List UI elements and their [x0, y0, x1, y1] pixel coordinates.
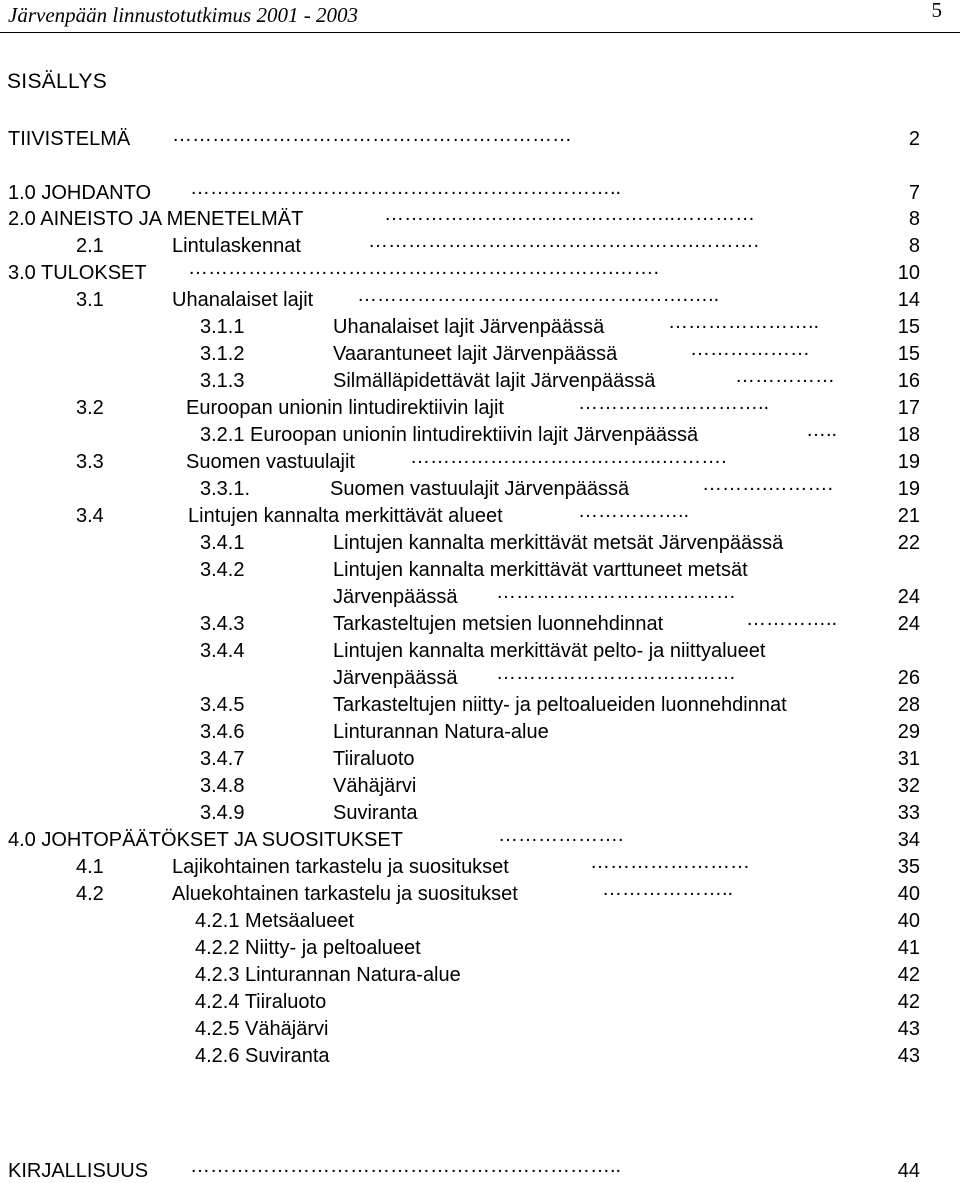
- toc-entry-leader: ……………: [735, 365, 835, 387]
- toc-entry-page: 18: [897, 424, 920, 446]
- toc-entry-number: 4.2.5: [195, 1018, 240, 1040]
- toc-entry-leader: ………………………………………………………..: [190, 1155, 622, 1177]
- toc-entry[interactable]: [195, 909, 354, 933]
- running-header: [0, 0, 960, 32]
- toc-entry-title: Linturannan Natura-alue: [245, 964, 461, 986]
- toc-entry-leader: ……………………………………..…………: [384, 203, 756, 225]
- toc-entry-number: 4.1: [76, 856, 104, 878]
- toc-entry-number: 4.2.4: [195, 991, 240, 1013]
- toc-entry-page: 34: [897, 829, 920, 851]
- toc-entry-leader: …………………………………….…….…..: [357, 284, 720, 306]
- toc-entry-number: 3.4.7: [200, 748, 245, 770]
- toc-entry-leader: ………………………………: [496, 581, 736, 603]
- toc-entry-continuation: Järvenpäässä: [333, 586, 458, 608]
- toc-entry-leader: ……………………: [590, 851, 750, 873]
- toc-entry-number: 3.4.9: [200, 802, 245, 824]
- toc-entry-number: 1.0: [8, 182, 36, 204]
- toc-entry-title: Lintujen kannalta merkittävät alueet: [188, 505, 503, 527]
- toc-entry[interactable]: [76, 504, 104, 528]
- toc-entry[interactable]: [195, 936, 421, 960]
- toc-entry-title: AINEISTO JA MENETELMÄT: [40, 208, 304, 230]
- toc-entry-title: Uhanalaiset lajit Järvenpäässä: [333, 316, 605, 338]
- toc-entry-number: 3.4.2: [200, 559, 245, 581]
- toc-entry-title: Lintujen kannalta merkittävät metsät Järvenpäässä: [333, 532, 784, 554]
- toc-entry[interactable]: [195, 990, 326, 1014]
- toc-entry-title: Tarkasteltujen metsien luonnehdinnat: [333, 613, 664, 635]
- toc-entry-leader: ……….……….: [702, 473, 834, 495]
- toc-entry-number: 4.2: [76, 883, 104, 905]
- toc-entry-title: Suomen vastuulajit: [186, 451, 355, 473]
- toc-entry-page: 15: [897, 316, 920, 338]
- toc-entry-title: KIRJALLISUUS: [8, 1160, 149, 1182]
- toc-entry-page: 42: [897, 991, 920, 1013]
- toc-entry-title: TIIVISTELMÄ: [8, 128, 131, 150]
- toc-entry-leader: ………………………………..……….: [410, 446, 727, 468]
- toc-entry-page: 28: [897, 694, 920, 716]
- toc-entry[interactable]: [195, 963, 461, 987]
- toc-entry[interactable]: [76, 855, 104, 879]
- toc-entry[interactable]: [200, 747, 244, 771]
- toc-entry[interactable]: [200, 423, 698, 447]
- toc-entry-page: 21: [897, 505, 920, 527]
- toc-entry-page: 41: [897, 937, 920, 959]
- toc-entry-number: 4.0: [8, 829, 36, 851]
- toc-entry-number: 3.2.1: [200, 424, 245, 446]
- running-header-title: Järvenpään linnustotutkimus 2001 - 2003: [8, 3, 358, 27]
- toc-entry-title: Suviranta: [333, 802, 418, 824]
- toc-entry[interactable]: [200, 612, 244, 636]
- toc-entry-page: 32: [897, 775, 920, 797]
- toc-entry-leader: ………………………………: [496, 662, 736, 684]
- toc-entry-number: 3.1.2: [200, 343, 245, 365]
- page-number: 5: [931, 0, 942, 22]
- toc-entry-page: 26: [897, 667, 920, 689]
- toc-entry-leader: ……………….: [498, 824, 624, 846]
- toc-entry-leader: …..: [806, 419, 838, 441]
- toc-entry-page: 17: [897, 397, 920, 419]
- toc-entry-leader: ……………………………………………………: [172, 124, 572, 146]
- toc-entry-page: 43: [897, 1045, 920, 1067]
- toc-entry-leader: …………..: [746, 608, 838, 630]
- toc-entry-page: 22: [897, 532, 920, 554]
- toc-entry-title: Niitty- ja peltoalueet: [245, 937, 421, 959]
- toc-entry-title: Uhanalaiset lajit: [172, 289, 314, 311]
- toc-entry[interactable]: [200, 369, 244, 393]
- toc-entry-page: 14: [897, 289, 920, 311]
- toc-entry[interactable]: [76, 450, 104, 474]
- toc-entry-page: 24: [897, 586, 920, 608]
- toc-entry[interactable]: [200, 558, 244, 582]
- toc-entry-page: 19: [897, 478, 920, 500]
- toc-entry[interactable]: [200, 477, 250, 501]
- toc-entry[interactable]: [76, 288, 104, 312]
- toc-entry-title: Vähäjärvi: [333, 775, 417, 797]
- toc-entry-page: 42: [897, 964, 920, 986]
- toc-entry[interactable]: [200, 720, 244, 744]
- toc-entry-title: Metsäalueet: [245, 910, 355, 932]
- toc-entry-number: 2.1: [76, 235, 104, 257]
- toc-entry-title: Euroopan unionin lintudirektiivin lajit: [186, 397, 504, 419]
- toc-entry[interactable]: [200, 315, 244, 339]
- header-rule: [0, 32, 960, 33]
- toc-entry-page: 10: [897, 262, 920, 284]
- toc-entry-leader: ………………………………………………………..: [190, 177, 622, 199]
- toc-entry-number: 3.4.4: [200, 640, 245, 662]
- toc-entry-page: 43: [897, 1018, 920, 1040]
- toc-entry-title: Lajikohtainen tarkastelu ja suositukset: [172, 856, 509, 878]
- toc-entry-number: 3.1.3: [200, 370, 245, 392]
- toc-entry-page: 8: [908, 235, 920, 257]
- toc-entry-page: 24: [897, 613, 920, 635]
- toc-entry-page: 35: [897, 856, 920, 878]
- toc-entry-page: 31: [897, 748, 920, 770]
- toc-entry-title: Aluekohtainen tarkastelu ja suositukset: [172, 883, 518, 905]
- toc-entry-number: 3.2: [76, 397, 104, 419]
- toc-entry-number: 4.2.3: [195, 964, 240, 986]
- toc-entry-page: 15: [897, 343, 920, 365]
- toc-entry[interactable]: [8, 261, 147, 285]
- toc-entry[interactable]: [195, 1017, 328, 1041]
- toc-entry-leader: ……………..: [578, 500, 690, 522]
- toc-entry-title: Tiiraluoto: [333, 748, 415, 770]
- toc-entry-title: JOHDANTO: [41, 182, 152, 204]
- toc-entry[interactable]: [200, 693, 244, 717]
- toc-entry[interactable]: [76, 234, 104, 258]
- toc-entry-number: 4.2.2: [195, 937, 240, 959]
- toc-entry-leader: ……………………………………………………….…….: [188, 257, 660, 279]
- toc-entry-number: 3.1.1: [200, 316, 245, 338]
- toc-entry-page: 29: [897, 721, 920, 743]
- toc-entry-number: 3.4.6: [200, 721, 245, 743]
- toc-entry-number: 3.0: [8, 262, 36, 284]
- toc-entry-title: Suomen vastuulajit Järvenpäässä: [330, 478, 630, 500]
- toc-entry-title: Tarkasteltujen niitty- ja peltoalueiden luonnehdinnat: [333, 694, 787, 716]
- toc-entry-number: 3.4: [76, 505, 104, 527]
- toc-entry-page: 8: [908, 208, 920, 230]
- toc-entry-number: 3.4.5: [200, 694, 245, 716]
- toc-entry-number: 3.4.3: [200, 613, 245, 635]
- toc-entry-leader: ………………..: [602, 878, 734, 900]
- toc-entry-page: 40: [897, 910, 920, 932]
- toc-entry-number: 4.2.1: [195, 910, 240, 932]
- toc-entry[interactable]: [200, 342, 244, 366]
- toc-entry-title: Linturannan Natura-alue: [333, 721, 549, 743]
- toc-entry-title: Vaarantuneet lajit Järvenpäässä: [333, 343, 618, 365]
- toc-entry-page: 40: [897, 883, 920, 905]
- toc-entry-title: Lintujen kannalta merkittävät varttuneet metsät: [333, 559, 748, 581]
- toc-entry[interactable]: [200, 801, 244, 825]
- toc-entry-leader: ………………: [690, 338, 810, 360]
- toc-entry-title: Silmälläpidettävät lajit Järvenpäässä: [333, 370, 656, 392]
- toc-entry-title: Vähäjärvi: [245, 1018, 329, 1040]
- toc-entry[interactable]: [8, 127, 130, 151]
- toc-entry[interactable]: [8, 828, 403, 852]
- toc-entry-number: 3.1: [76, 289, 104, 311]
- toc-entry[interactable]: [8, 181, 151, 205]
- toc-entry[interactable]: [8, 1159, 148, 1183]
- toc-entry-leader: ………………………..: [578, 392, 770, 414]
- toc-entry-title: JOHTOPÄÄTÖKSET JA SUOSITUKSET: [41, 829, 403, 851]
- toc-entry-number: 3.4.1: [200, 532, 245, 554]
- toc-entry-number: 3.3: [76, 451, 104, 473]
- toc-entry-title: TULOKSET: [41, 262, 147, 284]
- toc-entry-number: 3.4.8: [200, 775, 245, 797]
- toc-entry-page: 16: [897, 370, 920, 392]
- toc-entry-title: Lintulaskennat: [172, 235, 301, 257]
- toc-entry-number: 4.2.6: [195, 1045, 240, 1067]
- toc-entry-title: Euroopan unionin lintudirektiivin lajit Järvenpäässä: [250, 424, 699, 446]
- toc-entry-page: 7: [908, 182, 920, 204]
- toc-entry-page: 33: [897, 802, 920, 824]
- toc-entry[interactable]: [76, 882, 104, 906]
- toc-entry[interactable]: [200, 639, 244, 663]
- toc-heading: SISÄLLYS: [7, 70, 108, 93]
- toc-entry-continuation: Järvenpäässä: [333, 667, 458, 689]
- toc-entry-page: 2: [908, 128, 920, 150]
- toc-entry-leader: ………………………………………….……….: [368, 230, 760, 252]
- toc-entry[interactable]: [8, 207, 303, 231]
- toc-entry-page: 19: [897, 451, 920, 473]
- toc-entry[interactable]: [200, 531, 244, 555]
- toc-entry-title: Lintujen kannalta merkittävät pelto- ja niittyalueet: [333, 640, 766, 662]
- toc-entry-page: 44: [897, 1160, 920, 1182]
- toc-entry[interactable]: [200, 774, 244, 798]
- toc-entry[interactable]: [195, 1044, 330, 1068]
- toc-entry-title: Suviranta: [245, 1045, 330, 1067]
- toc-entry[interactable]: [76, 396, 104, 420]
- toc-entry-leader: …………………..: [668, 311, 820, 333]
- toc-entry-number: 2.0: [8, 208, 36, 230]
- toc-entry-title: Tiiraluoto: [244, 991, 327, 1013]
- toc-entry-number: 3.3.1.: [200, 478, 251, 500]
